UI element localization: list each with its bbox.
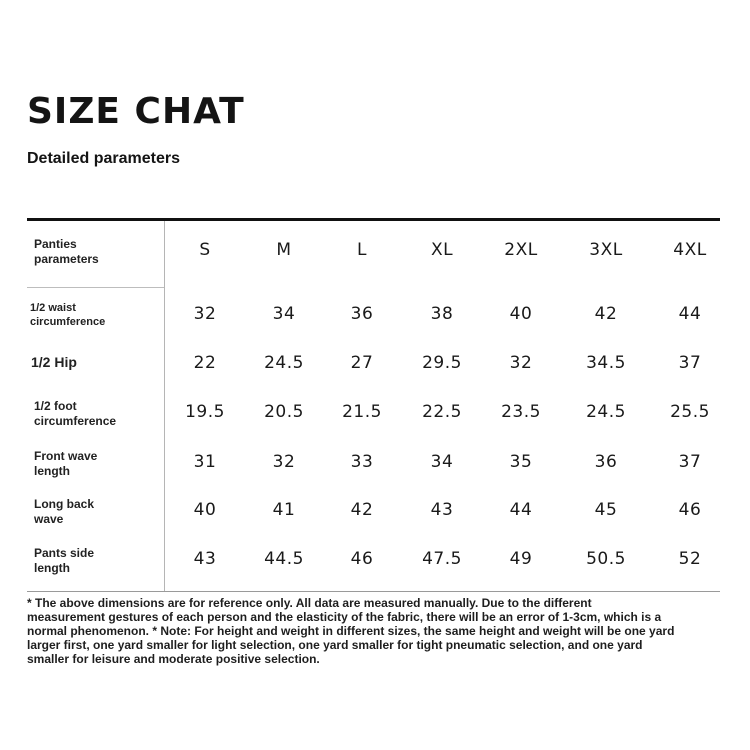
size-header-4xl: 4XL [673, 240, 707, 260]
row-label-line: 1/2 foot [34, 399, 77, 413]
footnote-line: larger first, one yard smaller for light selection, one yard smaller for tight pneumatic selection, and one yard [27, 638, 643, 652]
table-cell: 45 [594, 500, 618, 520]
table-cell: 21.5 [342, 402, 382, 422]
row-label-2 [31, 355, 135, 370]
size-header-xl: XL [430, 240, 454, 260]
table-cell: 33 [350, 452, 374, 472]
table-cell: 44 [509, 500, 533, 520]
row-label-line: length [34, 561, 70, 575]
footnote-line: measurement gestures of each person and the elasticity of the fabric, there will be an error of 1-3cm, which is a [27, 610, 662, 624]
table-cell: 34 [430, 452, 454, 472]
table-cell: 42 [350, 500, 374, 520]
table-cell: 31 [193, 452, 217, 472]
table-cell: 43 [193, 549, 217, 569]
page-title: SIZE CHAT [27, 91, 245, 132]
table-cell: 47.5 [422, 549, 462, 569]
size-header-m: M [276, 240, 292, 260]
footnote [27, 596, 723, 666]
table-cell: 46 [350, 549, 374, 569]
table-cell: 40 [193, 500, 217, 520]
row-label-line: length [34, 464, 70, 478]
table-cell: 37 [678, 353, 702, 373]
table-cell: 36 [350, 304, 374, 324]
header-label [34, 237, 138, 267]
row-label-line: wave [34, 512, 64, 526]
table-cell: 49 [509, 549, 533, 569]
table-cell: 38 [430, 304, 454, 324]
table-cell: 52 [678, 549, 702, 569]
table-cell: 27 [350, 353, 374, 373]
table-cell: 22 [193, 353, 217, 373]
table-cell: 35 [509, 452, 533, 472]
table-cell: 44 [678, 304, 702, 324]
table-cell: 29.5 [422, 353, 462, 373]
table-cell: 41 [272, 500, 296, 520]
table-cell: 24.5 [586, 402, 626, 422]
table-cell: 22.5 [422, 402, 462, 422]
table-cell: 42 [594, 304, 618, 324]
row-label-6 [34, 546, 138, 576]
footnote-line: smaller for leisure and moderate positive selection. [27, 652, 320, 666]
table-cell: 36 [594, 452, 618, 472]
row-label-3 [34, 399, 138, 429]
table-cell: 50.5 [586, 549, 626, 569]
row-label-line: Long back [34, 497, 95, 511]
table-bottom-rule [27, 591, 720, 592]
table-cell: 34 [272, 304, 296, 324]
footnote-line: * The above dimensions are for reference only. All data are measured manually. Due to the different [27, 596, 592, 610]
table-cell: 20.5 [264, 402, 304, 422]
footnote-line: normal phenomenon. * Note: For height and weight in different sizes, the same height and weight will be one yard [27, 624, 675, 638]
table-top-rule [27, 218, 720, 221]
table-cell: 34.5 [586, 353, 626, 373]
size-header-3xl: 3XL [589, 240, 623, 260]
row-label-line: Front wave [34, 449, 98, 463]
table-cell: 37 [678, 452, 702, 472]
row-label-line: Pants side [34, 546, 95, 560]
size-header-l: L [357, 240, 367, 260]
table-cell: 23.5 [501, 402, 541, 422]
row-label-4 [34, 449, 138, 479]
row-label-1 [30, 301, 134, 329]
page-subtitle: Detailed parameters [27, 150, 180, 167]
row-label-line: circumference [30, 316, 106, 328]
table-cell: 32 [193, 304, 217, 324]
table-cell: 46 [678, 500, 702, 520]
row-label-5 [34, 497, 138, 527]
table-cell: 40 [509, 304, 533, 324]
row-label-line: 1/2 Hip [31, 354, 77, 370]
header-divider [27, 287, 164, 288]
table-cell: 25.5 [670, 402, 710, 422]
header-label-line: parameters [34, 252, 99, 266]
row-label-line: 1/2 waist [30, 302, 76, 314]
table-cell: 43 [430, 500, 454, 520]
table-cell: 32 [272, 452, 296, 472]
table-cell: 19.5 [185, 402, 225, 422]
row-label-line: circumference [34, 414, 117, 428]
table-cell: 24.5 [264, 353, 304, 373]
table-cell: 44.5 [264, 549, 304, 569]
table-cell: 32 [509, 353, 533, 373]
size-header-s: S [199, 240, 211, 260]
size-header-2xl: 2XL [504, 240, 538, 260]
header-label-line: Panties [34, 237, 77, 251]
